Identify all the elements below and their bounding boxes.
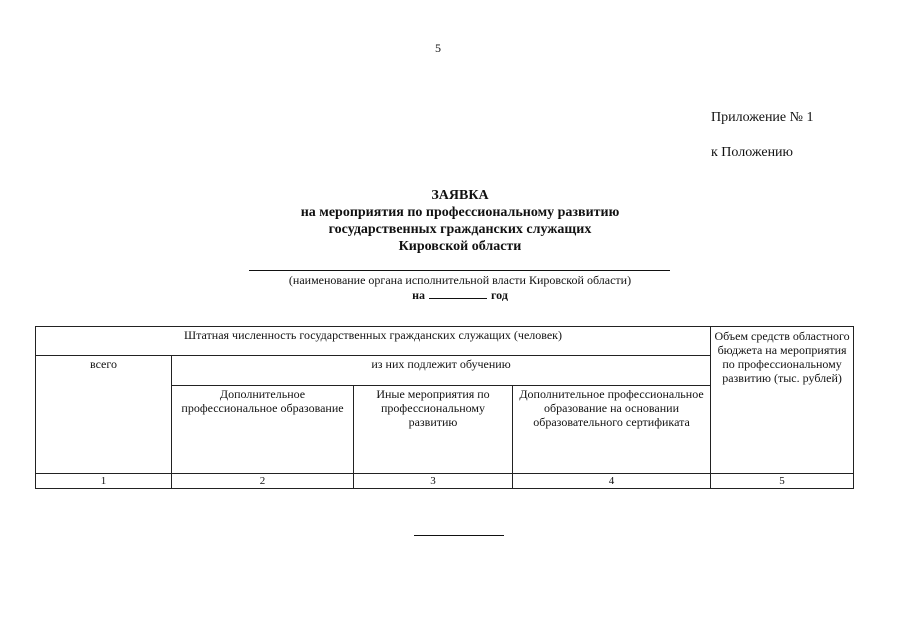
header-total: всего	[36, 356, 172, 474]
title-line-3: Кировской области	[398, 239, 522, 254]
page-number: 5	[435, 41, 441, 55]
year-field[interactable]	[429, 288, 487, 299]
header-additional-education: Дополнительное профессиональное образование	[172, 386, 354, 474]
document-title	[200, 187, 720, 255]
header-subject-to-training: из них подлежит обучению	[172, 356, 711, 386]
org-name-field[interactable]	[249, 270, 670, 271]
appendix-label: Приложение № 1	[711, 110, 814, 125]
appendix-reference: к Положению	[711, 145, 794, 160]
header-certificate-education: Дополнительное профессиональное образование на основании образовательного сертификата	[513, 386, 711, 474]
end-divider	[414, 535, 504, 536]
column-number: 2	[172, 474, 354, 489]
header-budget: Объем средств областного бюджета на мероприятия по профессиональному развитию (тыс. рублей)	[711, 327, 854, 474]
title-heading: ЗАЯВКА	[431, 188, 489, 203]
column-number: 5	[711, 474, 854, 489]
title-line-1: на мероприятия по профессиональному развитию	[300, 205, 620, 220]
year-line	[200, 288, 720, 303]
request-table	[35, 326, 854, 489]
column-number: 3	[354, 474, 513, 489]
column-number: 1	[36, 474, 172, 489]
year-prefix: на	[412, 288, 426, 302]
year-suffix: год	[491, 288, 508, 302]
org-name-caption: (наименование органа исполнительной власти Кировской области)	[288, 273, 632, 287]
header-staff-count: Штатная численность государственных гражданских служащих (человек)	[36, 327, 711, 356]
column-number: 4	[513, 474, 711, 489]
header-other-events: Иные мероприятия по профессиональному развитию	[354, 386, 513, 474]
title-line-2: государственных гражданских служащих	[328, 222, 592, 237]
